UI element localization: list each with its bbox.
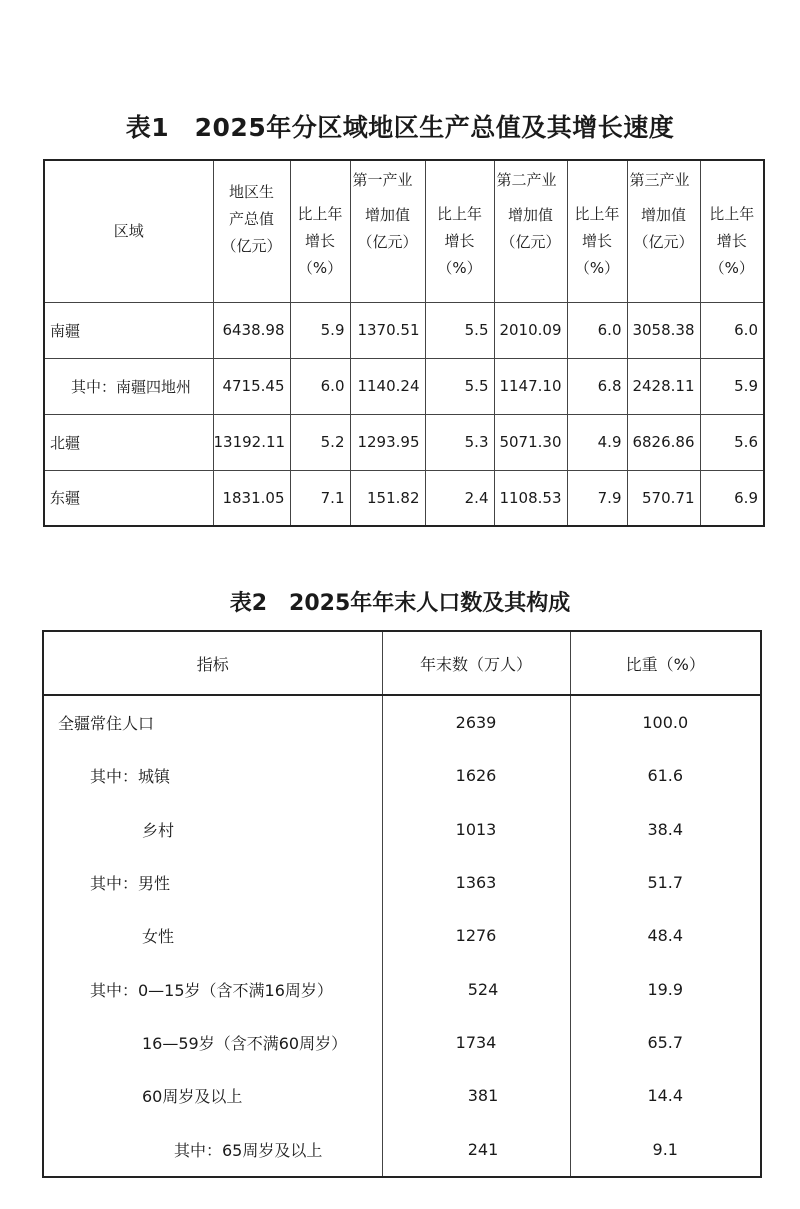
gdp-header: 地区生 产总值 （亿元）	[213, 160, 290, 302]
gdp-growth: 5.9	[290, 302, 350, 358]
table1-title: 表1 2025年分区域地区生产总值及其增长速度	[125, 113, 675, 142]
population-share: 38.4	[647, 819, 684, 839]
tertiary-growth-header: 比上年 增长 （%）	[700, 160, 764, 302]
table-row	[43, 695, 761, 749]
region-header: 区域	[44, 160, 213, 302]
population-table	[42, 630, 762, 1178]
indicator-label: 全疆常住人口	[43, 695, 382, 749]
table-row	[43, 803, 761, 856]
region-label: 其中：南疆四地州	[44, 358, 213, 414]
region-label: 东疆	[44, 470, 213, 526]
primary-growth-header: 比上年 增长 （%）	[425, 160, 494, 302]
population-count: 241	[382, 1122, 570, 1176]
tertiary-industry-header: 第三产业	[627, 160, 700, 194]
table-row	[43, 856, 761, 909]
table-row	[44, 470, 764, 526]
indicator-label: 60周岁及以上	[43, 1069, 382, 1122]
indicator-label: 其中：65周岁及以上	[43, 1122, 382, 1176]
secondary-growth: 4.9	[567, 414, 627, 470]
secondary-growth: 6.0	[567, 302, 627, 358]
gdp-value: 1831.05	[213, 470, 290, 526]
table-row	[43, 909, 761, 962]
population-share: 65.7	[647, 1032, 684, 1052]
population-count: 1734	[382, 1016, 570, 1069]
secondary-value: 5071.30	[494, 414, 567, 470]
population-share: 100.0	[642, 713, 689, 733]
tertiary-value-added-header: 增加值 （亿元）	[627, 194, 700, 302]
population-share: 19.9	[647, 979, 684, 999]
share-header: 比重（%）	[570, 631, 761, 695]
primary-value: 1140.24	[350, 358, 425, 414]
population-count: 2639	[382, 695, 570, 749]
table-row	[44, 414, 764, 470]
secondary-value: 2010.09	[494, 302, 567, 358]
population-share: 48.4	[647, 926, 684, 946]
gdp-growth: 5.2	[290, 414, 350, 470]
population-count: 381	[382, 1069, 570, 1122]
population-count: 1013	[382, 803, 570, 856]
population-count: 1276	[382, 909, 570, 962]
population-share: 51.7	[647, 873, 684, 893]
table-row	[43, 749, 761, 802]
population-count: 1626	[382, 749, 570, 802]
population-count: 1363	[382, 856, 570, 909]
primary-growth: 2.4	[425, 470, 494, 526]
indicator-label: 乡村	[43, 803, 382, 856]
secondary-value: 1108.53	[494, 470, 567, 526]
indicator-label: 其中：城镇	[43, 749, 382, 802]
table-row	[43, 1069, 761, 1122]
tertiary-growth: 5.9	[700, 358, 764, 414]
table-row	[44, 358, 764, 414]
indicator-header: 指标	[43, 631, 382, 695]
primary-growth: 5.3	[425, 414, 494, 470]
secondary-value: 1147.10	[494, 358, 567, 414]
primary-value-added-header: 增加值 （亿元）	[350, 194, 425, 302]
table-row	[43, 1016, 761, 1069]
table-row	[44, 302, 764, 358]
tertiary-value: 2428.11	[627, 358, 700, 414]
secondary-growth: 7.9	[567, 470, 627, 526]
indicator-label: 女性	[43, 909, 382, 962]
tertiary-value: 6826.86	[627, 414, 700, 470]
primary-value: 1370.51	[350, 302, 425, 358]
table2-title: 表2 2025年年末人口数及其构成	[229, 591, 571, 616]
gdp-value: 4715.45	[213, 358, 290, 414]
tertiary-growth: 6.9	[700, 470, 764, 526]
table-row	[43, 1122, 761, 1176]
tertiary-growth: 6.0	[700, 302, 764, 358]
tertiary-value: 570.71	[627, 470, 700, 526]
primary-industry-header: 第一产业	[350, 160, 425, 194]
secondary-industry-header: 第二产业	[494, 160, 567, 194]
primary-value: 1293.95	[350, 414, 425, 470]
gdp-growth: 7.1	[290, 470, 350, 526]
gdp-by-region-table	[43, 159, 765, 527]
primary-growth: 5.5	[425, 358, 494, 414]
population-count: 524	[382, 962, 570, 1015]
tertiary-value: 3058.38	[627, 302, 700, 358]
indicator-label: 其中：男性	[43, 856, 382, 909]
gdp-growth: 6.0	[290, 358, 350, 414]
population-share: 14.4	[647, 1086, 684, 1106]
population-share: 61.6	[647, 766, 684, 786]
gdp-growth-header: 比上年 增长 （%）	[290, 160, 350, 302]
gdp-value: 13192.11	[213, 414, 290, 470]
table-row	[43, 962, 761, 1015]
primary-value: 151.82	[350, 470, 425, 526]
primary-growth: 5.5	[425, 302, 494, 358]
secondary-value-added-header: 增加值 （亿元）	[494, 194, 567, 302]
region-label: 南疆	[44, 302, 213, 358]
secondary-growth: 6.8	[567, 358, 627, 414]
gdp-value: 6438.98	[213, 302, 290, 358]
year-end-count-header: 年末数（万人）	[382, 631, 570, 695]
population-share: 9.1	[652, 1139, 678, 1159]
tertiary-growth: 5.6	[700, 414, 764, 470]
indicator-label: 其中：0—15岁（含不满16周岁）	[43, 962, 382, 1015]
indicator-label: 16—59岁（含不满60周岁）	[43, 1016, 382, 1069]
region-label: 北疆	[44, 414, 213, 470]
secondary-growth-header: 比上年 增长 （%）	[567, 160, 627, 302]
